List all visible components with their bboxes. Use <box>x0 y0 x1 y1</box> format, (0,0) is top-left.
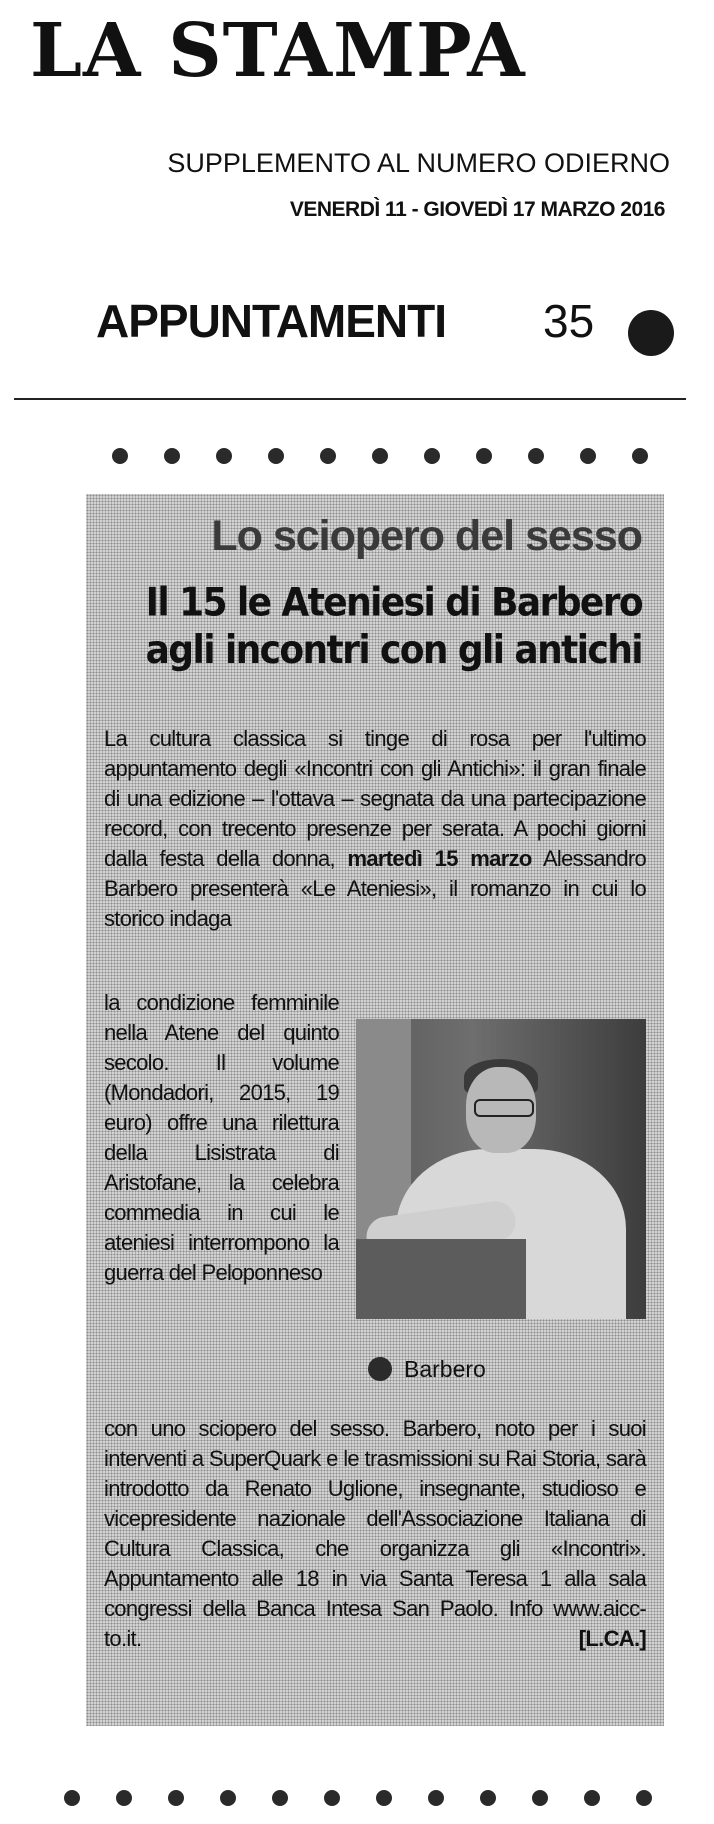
author-credit: [L.CA.] <box>578 1626 646 1651</box>
article-box <box>86 494 664 1726</box>
top-dot-border <box>0 448 714 472</box>
article-headline: Lo sciopero del sesso <box>211 512 642 560</box>
body-end-text: con uno sciopero del sesso. Barbero, noto per i suoi interventi a SuperQuark e le trasmissioni su Rai Storia, sarà introdotto da Renato Uglione, insegnante, studioso e vicepresidente nazionale dell'Associazione Italiana di Cultura Classica, che organizza gli «Incontri». Appuntamento alle 18 in via Santa Teresa 1 alla sala congressi della Banca Intesa San Paolo. Info www.aicc-to.it. <box>104 1416 646 1651</box>
header-divider <box>14 398 686 400</box>
page-number: 35 <box>543 295 595 347</box>
section-bullet-icon <box>628 310 674 356</box>
caption-bullet-icon <box>368 1357 392 1381</box>
newspaper-masthead: LA STAMPA <box>30 8 526 94</box>
article-subheadline: Il 15 le Ateniesi di Barbero agli incontri con gli antichi <box>145 581 642 673</box>
supplement-line: SUPPLEMENTO AL NUMERO ODIERNO <box>167 148 670 178</box>
body-after-date: Alessandro Barbero presenterà «Le Ateniesi», il romanzo in cui lo storico indaga <box>104 846 647 931</box>
issue-dates: VENERDÌ 11 - GIOVEDÌ 17 MARZO 2016 <box>289 198 665 221</box>
article-body-column: la condizione femminile nella Atene del quinto secolo. Il volume (Mondadori, 2015, 19 euro) offre una rilettura della Lisistrata di Aristofane, la celebra commedia in cui le ateniesi interrompono la guerra del Peloponneso <box>104 990 339 1285</box>
body-intro-text: La cultura classica si tinge di rosa per l'ultimo appuntamento degli «Incontri con gli Antichi»: il gran finale di una edizione – l'ottava – segnata da una partecipazione record, con trecento presenze per serata. A pochi giorni dalla festa della donna, <box>104 726 646 871</box>
body-date-highlight: martedì 15 marzo <box>347 846 532 871</box>
article-body-end <box>104 1414 646 1654</box>
barbero-photo <box>356 1019 646 1319</box>
article-body-intro <box>104 724 646 934</box>
section-title: APPUNTAMENTI <box>96 295 447 347</box>
bottom-dot-border <box>0 1790 714 1814</box>
photo-caption: Barbero <box>404 1356 486 1382</box>
